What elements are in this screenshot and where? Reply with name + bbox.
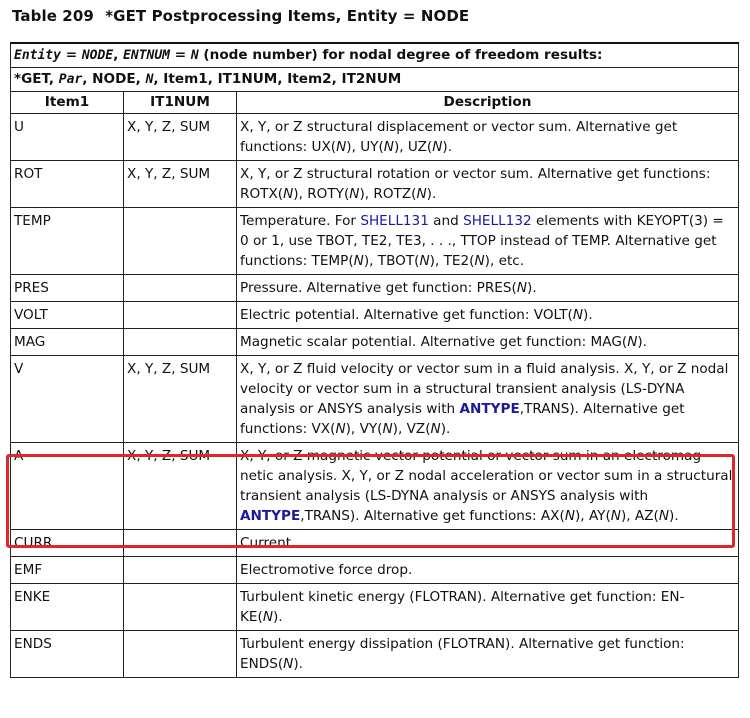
description-line: ENDS(N). (240, 656, 303, 672)
description-cell (237, 161, 739, 208)
command-row (11, 68, 739, 92)
description-text: and (428, 213, 464, 229)
description-cell (237, 114, 739, 161)
description-cell (237, 329, 739, 356)
node-arg: N (383, 139, 394, 155)
description-line: KE(N). (240, 609, 283, 625)
item1-cell: TEMP (11, 208, 124, 275)
description-cell (237, 302, 739, 329)
table-row (11, 584, 739, 631)
node-arg: N (474, 253, 485, 269)
table-row (11, 275, 739, 302)
table-row (11, 557, 739, 584)
item1-cell: V (11, 356, 124, 443)
node-arg: N (283, 186, 294, 202)
description-text: ,TRANS). Alternative get functions: AX(N), AY(N), AZ(N). (300, 508, 679, 524)
description-text: ,TRANS). Alternative get functions: VX(N), VY(N), VZ(N). (240, 401, 685, 437)
description-line: X, Y, or Z structural displacement or vector sum. Alternative get (240, 119, 678, 135)
eq-sign: = (170, 47, 191, 63)
description-line: Electric potential. Alternative get function: VOLT(N). (240, 307, 593, 323)
command-cell (11, 68, 739, 92)
description-cell (237, 584, 739, 631)
description-cell (237, 443, 739, 530)
eq-sign: = (60, 47, 82, 63)
it1num-cell (124, 584, 237, 631)
node-arg: N (610, 508, 621, 524)
it1num-cell: X, Y, Z, SUM (124, 356, 237, 443)
item1-cell: ROT (11, 161, 124, 208)
item1-cell: A (11, 443, 124, 530)
node-arg: N (516, 280, 527, 296)
node-arg: N (564, 508, 575, 524)
column-header-row (11, 92, 739, 114)
node-arg: N (430, 421, 441, 437)
table-title (12, 7, 469, 25)
it1num-cell (124, 329, 237, 356)
cmd-rest: , Item1, IT1NUM, Item2, IT2NUM (153, 71, 402, 87)
description-line: Electromotive force drop. (240, 562, 413, 578)
node-arg: N (336, 139, 347, 155)
description-line: X, Y, or Z structural rotation or vector sum. Alternative get functions: (240, 166, 711, 182)
node-arg: N (382, 421, 393, 437)
description-cell (237, 275, 739, 302)
cmd-par: Par (58, 72, 83, 87)
element-link-shell132[interactable]: SHELL132 (463, 213, 532, 229)
item1-cell: ENKE (11, 584, 124, 631)
item1-cell: U (11, 114, 124, 161)
description-line: functions: UX(N), UY(N), UZ(N). (240, 139, 453, 155)
cmd-node: , NODE, (82, 71, 146, 87)
item1-cell: MAG (11, 329, 124, 356)
node-arg: N (283, 656, 294, 672)
antype-command-link[interactable]: ANTYPE (240, 508, 301, 524)
description-line: Magnetic scalar potential. Alternative get function: MAG(N). (240, 334, 647, 350)
item1-cell: VOLT (11, 302, 124, 329)
description-cell (237, 356, 739, 443)
description-line: ROTX(N), ROTY(N), ROTZ(N). (240, 186, 437, 202)
entity-label: Entity (14, 48, 61, 63)
cmd-get: *GET, (14, 71, 59, 87)
description-cell (237, 557, 739, 584)
description-cell (237, 208, 739, 275)
entity-header-row (11, 43, 739, 68)
it1num-cell (124, 530, 237, 557)
entity-value: NODE (81, 48, 114, 63)
table-row (11, 530, 739, 557)
item1-cell: CURR (11, 530, 124, 557)
it1num-cell: X, Y, Z, SUM (124, 114, 237, 161)
item1-cell: ENDS (11, 631, 124, 678)
table-row (11, 443, 739, 530)
get-items-table (10, 42, 739, 678)
table-row (11, 161, 739, 208)
table-row (11, 329, 739, 356)
antype-command-link[interactable]: ANTYPE (459, 401, 520, 417)
description-text: elements with KEYOPT(3) = 0 or 1, use TBOT, TE2, TE3, . . ., TTOP instead of TEMP. Alternative get functions: TEMP(N), TBOT(N), TE2(N), etc. (240, 213, 724, 269)
cmd-n: N (145, 72, 154, 87)
element-link-shell131[interactable]: SHELL131 (360, 213, 429, 229)
description-cell (237, 530, 739, 557)
node-arg: N (658, 508, 670, 524)
table-body (11, 114, 739, 678)
col-header-it1num: IT1NUM (124, 92, 237, 114)
it1num-cell: X, Y, Z, SUM (124, 161, 237, 208)
description-text: X, Y, or Z magnetic vector potential or vector sum in an electromag-netic analysis. X, Y, or Z nodal acceleration or vector sum in a structural transient analysis (LS-DYNA analysis or ANSYS analysis with (240, 448, 733, 504)
node-arg: N (627, 334, 638, 350)
node-arg: N (416, 186, 427, 202)
description-text: X, Y, or Z fluid velocity or vector sum in a fluid analysis. X, Y, or Z nodal velocity or vector sum in a structural transient analysis (LS-DYNA analysis or ANSYS analysis with (240, 361, 729, 417)
description-cell (237, 631, 739, 678)
node-arg: N (572, 307, 584, 323)
col-header-description: Description (237, 92, 739, 114)
entnum-value: N (190, 48, 199, 63)
it1num-cell (124, 631, 237, 678)
description-line: Turbulent kinetic energy (FLOTRAN). Alternative get function: EN- (240, 589, 685, 605)
table-caption: *GET Postprocessing Items, Entity = NODE (105, 7, 470, 25)
entnum-label: ENTNUM (123, 48, 171, 63)
table-row (11, 208, 739, 275)
node-arg: N (349, 186, 360, 202)
item1-cell: PRES (11, 275, 124, 302)
table-row (11, 356, 739, 443)
it1num-cell (124, 302, 237, 329)
description-line: Pressure. Alternative get function: PRES(N). (240, 280, 537, 296)
description-line: Current. (240, 535, 296, 551)
it1num-cell (124, 275, 237, 302)
it1num-cell (124, 557, 237, 584)
table-row (11, 114, 739, 161)
it1num-cell (124, 208, 237, 275)
node-arg: N (419, 253, 430, 269)
node-arg: N (353, 253, 364, 269)
comma: , (113, 47, 124, 63)
it1num-cell: X, Y, Z, SUM (124, 443, 237, 530)
entity-description: (node number) for nodal degree of freedom results: (198, 47, 603, 63)
table-number: Table 209 (12, 7, 94, 25)
description-text: Temperature. For (240, 213, 361, 229)
table-row (11, 302, 739, 329)
table-row (11, 631, 739, 678)
description-line: Turbulent energy dissipation (FLOTRAN). Alternative get function: (240, 636, 685, 652)
node-arg: N (432, 139, 443, 155)
node-arg: N (262, 609, 273, 625)
entity-header-cell (11, 43, 739, 68)
node-arg: N (335, 421, 346, 437)
col-header-item1: Item1 (11, 92, 124, 114)
item1-cell: EMF (11, 557, 124, 584)
